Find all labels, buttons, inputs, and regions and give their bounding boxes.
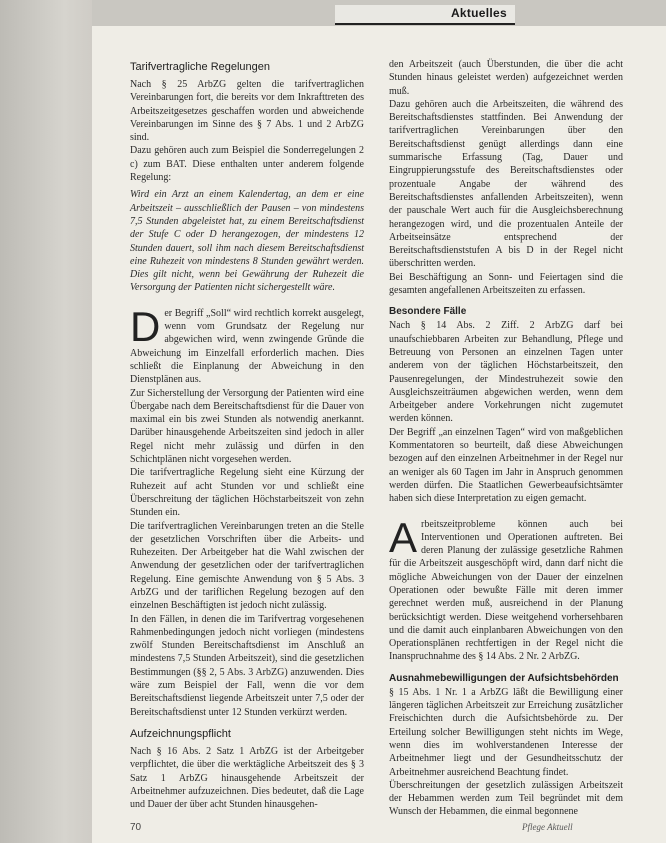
- heading-ausnahmebewilligungen: Ausnahmebewilligungen der Aufsichtsbehörden: [389, 672, 619, 684]
- paragraph-with-drop-cap: [130, 302, 364, 387]
- paragraph: Dazu gehören auch die Arbeitszeiten, die während des Bereitschaftsdienstes stattfinden. Bei Anwendung der tarifvertraglichen Vereinbarungen über den Bereitschaftsdienst genügt allerdings dann eine summarische Erfassung (Tag, Dauer und Eingruppierungsstufe des Bereitschaftsdienstes oder prozentuale Angabe der während des Bereitschaftsdienstes anfallenden Arbeitszeiten), wenn der pauschale Wert auch für die Ausgleichsberechnung herangezogen wird, und die prozentualen Anteile der Arbeitseinsätze entsprechend der Bereitschaftsdienststufen A bis D in der Regel nicht überschritten werden.: [389, 98, 623, 270]
- paragraph: Zur Sicherstellung der Versorgung der Patienten wird eine Übergabe nach dem Bereitschaftsdienst für die Dauer von maximal ein bis zwei Stunden als notwendig anerkannt. Darüber hinausgehende Arbeitszeiten sind jedoch in aller Regel nicht mehr zulässig und dürfen in den Schichtplänen nicht vorgesehen werden.: [130, 387, 364, 466]
- paragraph: Die tarifvertraglichen Vereinbarungen treten an die Stelle der gesetzlichen Vorschriften über die Arbeits- und Ruhezeiten. Der Arbeitgeber hat die Wahl zwischen der Anwendung der gesetzlichen oder der tarifvertraglichen Regelung. Eine gemischte Anwendung von § 5 Abs. 3 ArbZG und der tariflichen Regelung bezogen auf den einzelnen Beschäftigten ist jedoch nicht zulässig.: [130, 520, 364, 612]
- paragraph-with-drop-cap: [389, 513, 623, 664]
- section-header: [335, 5, 515, 25]
- section-title: Aktuelles: [450, 6, 507, 20]
- paragraph: Der Begriff „an einzelnen Tagen“ wird von maßgeblichen Kommentatoren so beurteilt, daß diese Abweichungen bezogen auf den einzelnen Arbeitnehmer in der Regel nur an weniger als 60 Tagen im Jahr in Anspruch genommen werden dürfen. Die Staatlichen Gewerbeaufsichtsämter haben sich diese Interpretation zu eigen gemacht.: [389, 426, 623, 505]
- paragraph: Nach § 14 Abs. 2 Ziff. 2 ArbZG darf bei unaufschiebbaren Arbeiten zur Behandlung, Pflege und Betreuung von Personen an einzelnen Tagen unter anderem von der täglichen Höchstarbeitszeit, den Pausenregelungen, der Mindestruhezeit sowie den Ausgleichszeiträumen abgewichen werden, wenn dem Arbeitgeber andere Vorkehrungen nicht zugemutet werden können.: [389, 320, 623, 425]
- journal-footer: Pflege Aktuell: [522, 822, 573, 832]
- paragraph-text: rbeitszeitprobleme können auch bei Interventionen und Operationen auftreten. Bei deren Planung der zulässige gesetzliche Rahmen für die Arbeitszeit ausgeschöpft wird, dann darf nicht die mögliche Abweichungen von der Dauer der einzelnen Operationen oder bewußte Fälle mit deren immer gerechnet werden muß, ausreichend in der Planung berücksichtigt werden. Diese weitgehend vorhersehbaren und die damit auch einplanbaren Abweichungen von den Operationsplänen rechtfertigen in der Regel nicht die Inanspruchnahme des § 14 Abs. 2 Nr. 2 ArbZG.: [389, 518, 623, 663]
- paragraph-text: er Begriff „Soll“ wird rechtlich korrekt ausgelegt, wenn vom Grundsatz der Regelung nur abgewichen wird, wenn zwingende Gründe die Abweichung im Einzelfall erforderlich machen. Dies schließt die Einplanung der Abweichung in den Dienstplänen aus.: [130, 307, 364, 386]
- paragraph: den Arbeitszeit (auch Überstunden, die über die acht Stunden hinaus geleistet werden) aufgezeichnet werden muß.: [389, 59, 623, 97]
- paragraph: In den Fällen, in denen die im Tarifvertrag vorgesehenen Rahmenbedingungen jedoch nicht vorliegen (mindestens zwölf Stunden Bereitschaftsdienst im Anschluß an mindestens 7,5 Stunden Arbeitszeit), sind die gesetzlichen Bestimmungen (§§ 2, 5 Abs. 3 ArbZG) anzuwenden. Dies wäre zum Beispiel der Fall, wenn die vor dem Bereitschaftsdienst liegende Arbeitszeit unter 7,5 oder der Bereitschaftsdienst unter 12 Stunden verkürzt werden.: [130, 613, 364, 718]
- heading-tarifvertragliche-regelungen: Tarifvertragliche Regelungen: [130, 61, 271, 73]
- magazine-page: [92, 0, 666, 843]
- paragraph: Nach § 25 ArbZG gelten die tarifvertraglichen Vereinbarungen fort, die bereits vor dem Inkrafttreten des Arbeitszeitgesetzes geschaffen worden und abweichende Vereinbarungen im Sinne des § 7 Abs. 1 und 2 ArbZG sind.: [130, 79, 364, 144]
- paragraph: § 15 Abs. 1 Nr. 1 a ArbZG läßt die Bewilligung einer längeren täglichen Arbeitszeit zur Erreichung zusätzlicher Freischichten durch die Aufsichtsbehörde zu. Der Erteilung solcher Bewilligungen steht nichts im Wege, wenn dies im wohlverstandenen Interesse der Arbeitnehmer liegt und der Gesundheitsschutz der Arbeitnehmer ausreichend Beachtung findet.: [389, 686, 623, 778]
- paragraph: Dazu gehören auch zum Beispiel die Sonderregelungen 2 c) zum BAT. Diese enthalten unter anderem folgende Regelung:: [130, 145, 364, 184]
- paragraph: Nach § 16 Abs. 2 Satz 1 ArbZG ist der Arbeitgeber verpflichtet, die über die werktägliche Arbeitszeit des § 3 Satz 1 ArbZG hinausgehende Arbeitszeit der Arbeitnehmer aufzuzeichnen. Dies bedeutet, daß die Lage und Dauer der über acht Stunden hinausgehen-: [130, 745, 364, 811]
- heading-besondere-faelle: Besondere Fälle: [389, 306, 467, 318]
- page-number: 70: [130, 822, 142, 833]
- scan-background: [0, 0, 92, 843]
- heading-aufzeichnungspflicht: Aufzeichnungspflicht: [130, 727, 231, 740]
- right-column: [389, 58, 623, 819]
- paragraph: Die tarifvertragliche Regelung sieht eine Kürzung der Ruhezeit auf acht Stunden vor und schließt eine Überschreitung der täglichen Höchstarbeitszeit von zehn Stunden ein.: [130, 467, 364, 519]
- drop-cap: A: [389, 513, 418, 561]
- quoted-regulation: Wird ein Arzt an einem Kalendertag, an dem er eine Arbeitszeit – ausschließlich der Pausen – von mindestens 7,5 Stunden abgeleistet hat, zu einem Bereitschaftsdienst der Stufe C oder D herangezogen, der mindestens 12 Stunden dauert, soll ihm nach diesem Bereitschaftsdienst eine Ruhezeit von mindestens 8 Stunden gewährt werden. Dies gilt nicht, wenn bei Gewährung der Ruhezeit die Versorgung der Patienten nicht sichergestellt wäre.: [130, 189, 364, 294]
- paragraph: Bei Beschäftigung an Sonn- und Feiertagen sind die gesamten angefallenen Arbeitszeiten zu erfassen.: [389, 271, 623, 297]
- paragraph: Überschreitungen der gesetzlich zulässigen Arbeitszeit der Hebammen werden zum Teil begründet mit dem Wunsch der Hebammen, die einmal begonnene: [389, 779, 623, 818]
- drop-cap: D: [130, 302, 161, 350]
- left-column: [130, 58, 364, 811]
